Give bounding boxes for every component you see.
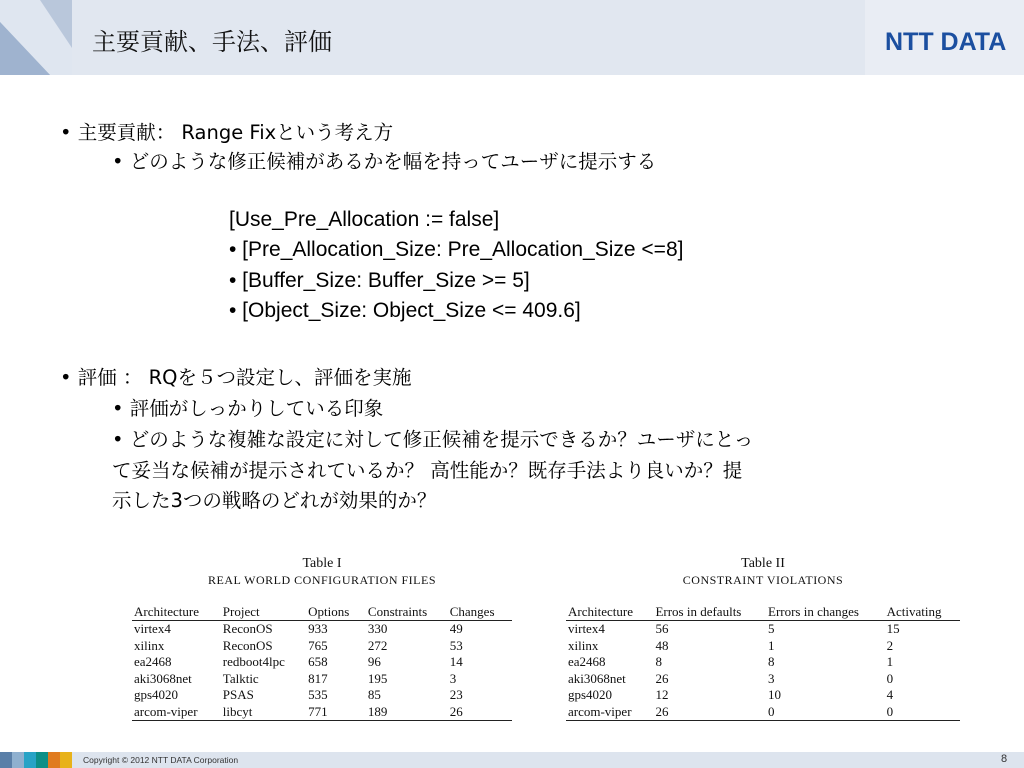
slide-header: [0, 0, 1024, 75]
page-number: 8: [1001, 753, 1008, 765]
table-cell: ReconOS: [222, 637, 273, 653]
bullet-range-fix-detail: • どのような修正候補があるかを幅を持ってユーザに提示する: [112, 150, 657, 173]
slide-title: 主要貢献、手法、評価: [92, 28, 332, 56]
table-cell: ea2468: [568, 654, 606, 669]
table-cell: xilinx: [568, 637, 599, 653]
table-cell: 5: [768, 621, 775, 636]
table-cell: 933: [308, 621, 328, 636]
table-2-grid: [566, 604, 960, 721]
table-cell: 49: [449, 621, 463, 636]
bullet-research-questions: • どのような複雑な設定に対して修正候補を提示できるか？ユーザにとっ: [112, 428, 754, 451]
table-cell: 56: [655, 621, 669, 636]
column-header: Errors in changes: [766, 604, 885, 621]
table-row: [132, 687, 512, 704]
footer-color-square: [60, 752, 72, 768]
table-cell: 14: [449, 654, 463, 669]
column-header: Options: [306, 604, 366, 621]
table-row: [132, 621, 512, 638]
bullet-main-contribution: • 主要貢献： Range Fixという考え方: [60, 121, 394, 144]
footer-color-square: [36, 752, 48, 768]
range-fix-example-line: [Use_Pre_Allocation := false]: [229, 208, 500, 231]
range-fix-example-line: • [Buffer_Size: Buffer_Size >= 5]: [229, 269, 530, 292]
table-cell: 48: [655, 637, 669, 653]
bullet-evaluation: • 評価 ： RQを５つ設定し、評価を実施: [60, 366, 412, 389]
table-header-row: [132, 604, 512, 621]
table-row: [566, 671, 960, 688]
column-header: Activating: [885, 604, 960, 621]
table-cell: 2: [886, 637, 894, 653]
column-header: Architecture: [566, 604, 653, 621]
column-header: Erros in defaults: [653, 604, 766, 621]
table-cell: libcyt: [221, 704, 306, 721]
table-cell: arcom-viper: [566, 704, 653, 721]
table-cell: ea2468: [134, 654, 172, 669]
column-header: Architecture: [132, 604, 221, 621]
table-2: [566, 556, 960, 721]
table-1: [132, 556, 512, 721]
table-1-subtitle: REAL WORLD CONFIGURATION FILES: [208, 573, 436, 587]
table-cell: 4: [886, 687, 894, 702]
table-2-caption: Table II: [741, 556, 785, 571]
table-1-caption: Table I: [302, 556, 342, 571]
table-cell: 26: [653, 704, 766, 721]
table-cell: 272: [367, 637, 388, 653]
table-cell: 330: [367, 621, 388, 636]
table-cell: 189: [366, 704, 448, 721]
table-cell: 658: [308, 654, 328, 669]
table-cell: 3: [768, 670, 775, 686]
table-cell: 817: [308, 670, 328, 686]
ntt-data-logo: NTT DATA: [885, 28, 1007, 56]
footer-color-square: [48, 752, 60, 768]
column-header: Project: [221, 604, 306, 621]
table-row: [132, 654, 512, 671]
table-row: [566, 704, 960, 721]
footer-color-square: [0, 752, 12, 768]
table-cell: 0: [885, 704, 960, 721]
table-cell: 96: [367, 654, 381, 669]
table-cell: redboot4lpc: [222, 654, 285, 669]
table-1-grid: [132, 604, 512, 721]
footer-color-square: [24, 752, 36, 768]
table-cell: aki3068net: [134, 670, 192, 686]
footer-color-squares: [0, 752, 72, 768]
table-row: [132, 671, 512, 688]
table-cell: 195: [367, 670, 388, 686]
table-cell: 85: [367, 687, 381, 702]
table-row: [566, 654, 960, 671]
table-row: [566, 638, 960, 655]
table-cell: 10: [768, 687, 781, 702]
table-cell: 765: [308, 637, 328, 653]
table-row: [566, 621, 960, 638]
bullet-research-questions-cont: 示した3つの戦略のどれが効果的か？: [112, 489, 437, 512]
bullet-research-questions-cont: て妥当な候補が提示されているか？ 高性能か？既存手法より良いか？提: [112, 459, 743, 482]
table-cell: 3: [449, 670, 457, 686]
table-cell: 0: [886, 670, 894, 686]
range-fix-example-line: • [Pre_Allocation_Size: Pre_Allocation_Size <=8]: [229, 238, 684, 261]
table-row: [132, 638, 512, 655]
copyright-notice: Copyright © 2012 NTT DATA Corporation: [83, 755, 239, 765]
range-fix-example-line: • [Object_Size: Object_Size <= 409.6]: [229, 299, 581, 322]
footer-color-square: [12, 752, 24, 768]
table-cell: 0: [766, 704, 885, 721]
table-cell: 15: [886, 621, 900, 636]
table-cell: 26: [655, 670, 669, 686]
column-header: Changes: [448, 604, 512, 621]
bullet-evaluation-impression: • 評価がしっかりしている印象: [112, 397, 384, 420]
table-cell: 1: [768, 637, 775, 653]
table-cell: xilinx: [134, 637, 165, 653]
table-cell: aki3068net: [568, 670, 626, 686]
table-cell: PSAS: [222, 687, 254, 702]
table-cell: arcom-viper: [132, 704, 221, 721]
table-row: [566, 687, 960, 704]
table-cell: 53: [449, 637, 463, 653]
table-cell: virtex4: [134, 621, 171, 636]
table-cell: 8: [768, 654, 775, 669]
table-cell: 26: [448, 704, 512, 721]
table-row: [132, 704, 512, 721]
table-2-subtitle: CONSTRAINT VIOLATIONS: [682, 573, 844, 587]
header-decoration: [0, 0, 72, 75]
table-cell: 8: [655, 654, 662, 669]
table-header-row: [566, 604, 960, 621]
table-cell: 1: [886, 654, 894, 669]
table-cell: virtex4: [568, 621, 605, 636]
table-cell: 12: [655, 687, 669, 702]
table-cell: gps4020: [134, 687, 179, 702]
table-cell: 23: [449, 687, 463, 702]
table-cell: 535: [308, 687, 328, 702]
table-cell: 771: [306, 704, 366, 721]
table-cell: ReconOS: [222, 621, 273, 636]
table-cell: Talktic: [222, 670, 259, 686]
table-cell: gps4020: [568, 687, 613, 702]
column-header: Constraints: [366, 604, 448, 621]
